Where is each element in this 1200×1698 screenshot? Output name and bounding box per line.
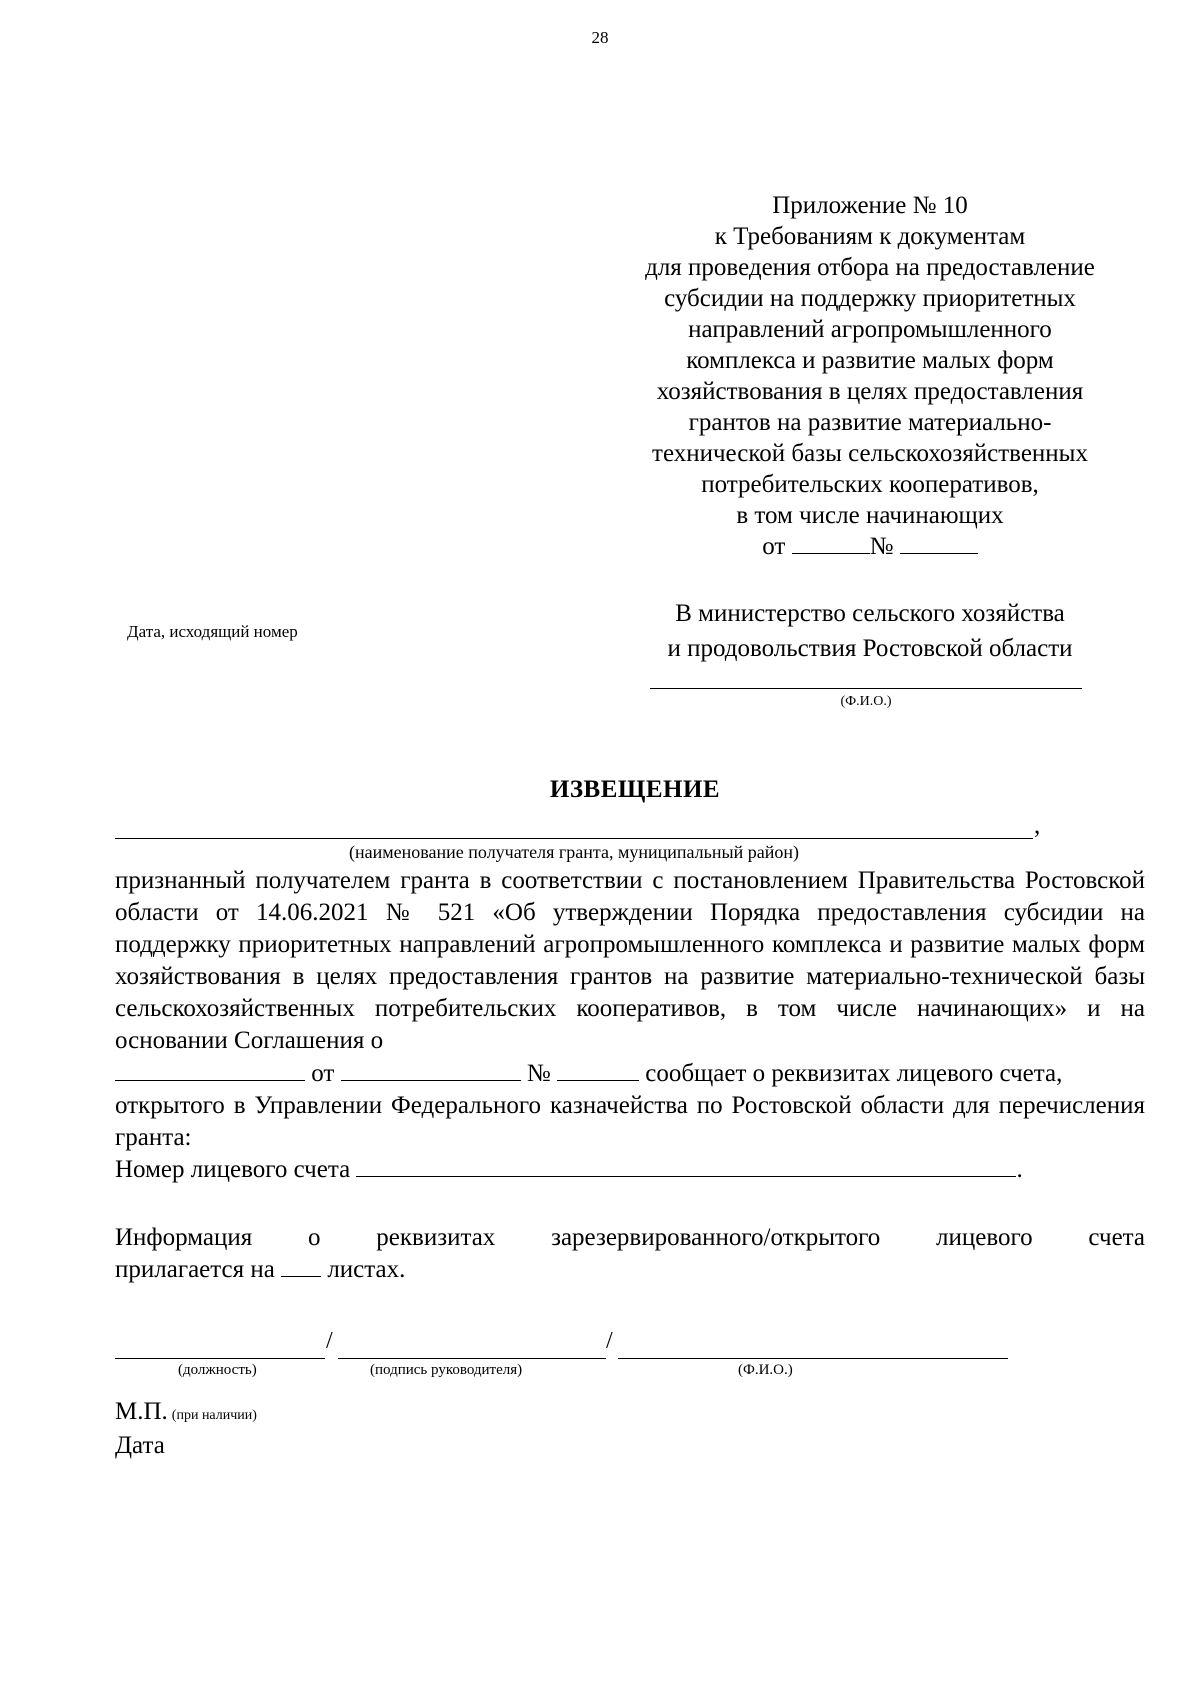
- info-pages-after: листах.: [327, 1256, 406, 1283]
- addressee-line: и продовольствия Ростовской области: [667, 635, 1073, 662]
- agreement-tail: сообщает о реквизитах лицевого счета,: [645, 1060, 1063, 1087]
- date-label: Дата: [115, 1432, 165, 1459]
- appendix-header: [600, 190, 1140, 562]
- date-outgoing-label: Дата, исходящий номер: [127, 622, 298, 641]
- addressee-block: [600, 596, 1140, 666]
- stamp-note: (при наличии): [171, 1408, 257, 1423]
- signature-caption: (подпись руководителя): [370, 1362, 523, 1378]
- appendix-line: для проведения отбора на предоставление: [645, 254, 1095, 281]
- agreement-from-label: от: [311, 1060, 335, 1087]
- signature-line[interactable]: [338, 1358, 606, 1359]
- appendix-line: хозяйствования в целях предоставления: [656, 378, 1084, 405]
- page-number: 28: [591, 28, 609, 47]
- document-title: ИЗВЕЩЕНИЕ: [549, 776, 721, 803]
- main-paragraph: признанный получателем гранта в соответствии с постановлением Правительства Ростовской области от 14.06.2021 № 521 «Об утверждении Порядка предоставления субсидии на поддержку приоритетных направлений агропромышленного комплекса и развитие малых форм хозяйствования в целях предоставления грантов на развитие материально-технической базы сельскохозяйственных потребительских кооперативов, в том числе начинающих» и на основании Соглашения о: [115, 867, 1145, 1054]
- agreement-number-label: №: [526, 1060, 551, 1087]
- agreement-date2-blank[interactable]: [341, 1058, 521, 1081]
- account-number-blank[interactable]: [356, 1154, 1016, 1177]
- appendix-line: к Требованиям к документам: [714, 223, 1026, 250]
- info-paragraph-line2: [115, 1254, 405, 1286]
- stamp-row: [115, 1398, 257, 1426]
- appendix-line: технической базы сельскохозяйственных: [652, 440, 1088, 467]
- recipient-trailing-comma: ,: [1034, 812, 1041, 839]
- appendix-line: субсидии на поддержку приоритетных: [664, 285, 1076, 312]
- recipient-caption: (наименование получателя гранта, муниципальный район): [349, 842, 799, 862]
- appendix-line: грантов на развитие материально-: [688, 409, 1052, 436]
- appendix-line: направлений агропромышленного: [688, 316, 1052, 343]
- account-number-end: .: [1016, 1156, 1023, 1183]
- position-caption: (должность): [178, 1362, 257, 1378]
- recipient-name-line[interactable]: [115, 838, 1033, 839]
- agreement-row: [115, 1058, 1062, 1090]
- account-number-row: [115, 1154, 1023, 1186]
- appendix-line: комплекса и развитие малых форм: [686, 347, 1054, 374]
- stamp-label: М.П.: [115, 1398, 168, 1425]
- addressee-line: В министерство сельского хозяйства: [675, 600, 1065, 627]
- info-paragraph-line1: Информация о реквизитах зарезервированного/открытого лицевого счета: [115, 1224, 1145, 1251]
- appendix-date-blank[interactable]: [792, 531, 870, 554]
- info-pages-blank[interactable]: [281, 1254, 321, 1277]
- appendix-from-label: от: [762, 533, 786, 560]
- signature-separator: /: [326, 1328, 333, 1354]
- addressee-fio-caption: (Ф.И.О.): [840, 694, 892, 709]
- appendix-number-label: №: [869, 533, 894, 560]
- account-number-label: Номер лицевого счета: [115, 1156, 351, 1183]
- appendix-line: в том числе начинающих: [736, 502, 1004, 529]
- agreement-date-blank[interactable]: [115, 1058, 305, 1081]
- appendix-line: потребительских кооперативов,: [701, 471, 1039, 498]
- signature-separator: /: [606, 1328, 613, 1354]
- appendix-number-blank[interactable]: [900, 531, 978, 554]
- agreement-number-blank[interactable]: [557, 1058, 639, 1081]
- appendix-line: Приложение № 10: [772, 192, 968, 219]
- info-pages-before: прилагается на: [115, 1256, 275, 1283]
- fio-line[interactable]: [618, 1358, 1008, 1359]
- position-line[interactable]: [115, 1358, 325, 1359]
- fio-caption: (Ф.И.О.): [738, 1362, 793, 1378]
- continuation-paragraph: открытого в Управлении Федерального казначейства по Ростовской области для перечисления гранта:: [115, 1092, 1145, 1151]
- appendix-date-number-row: [600, 531, 1140, 562]
- addressee-fio-line[interactable]: [650, 688, 1082, 689]
